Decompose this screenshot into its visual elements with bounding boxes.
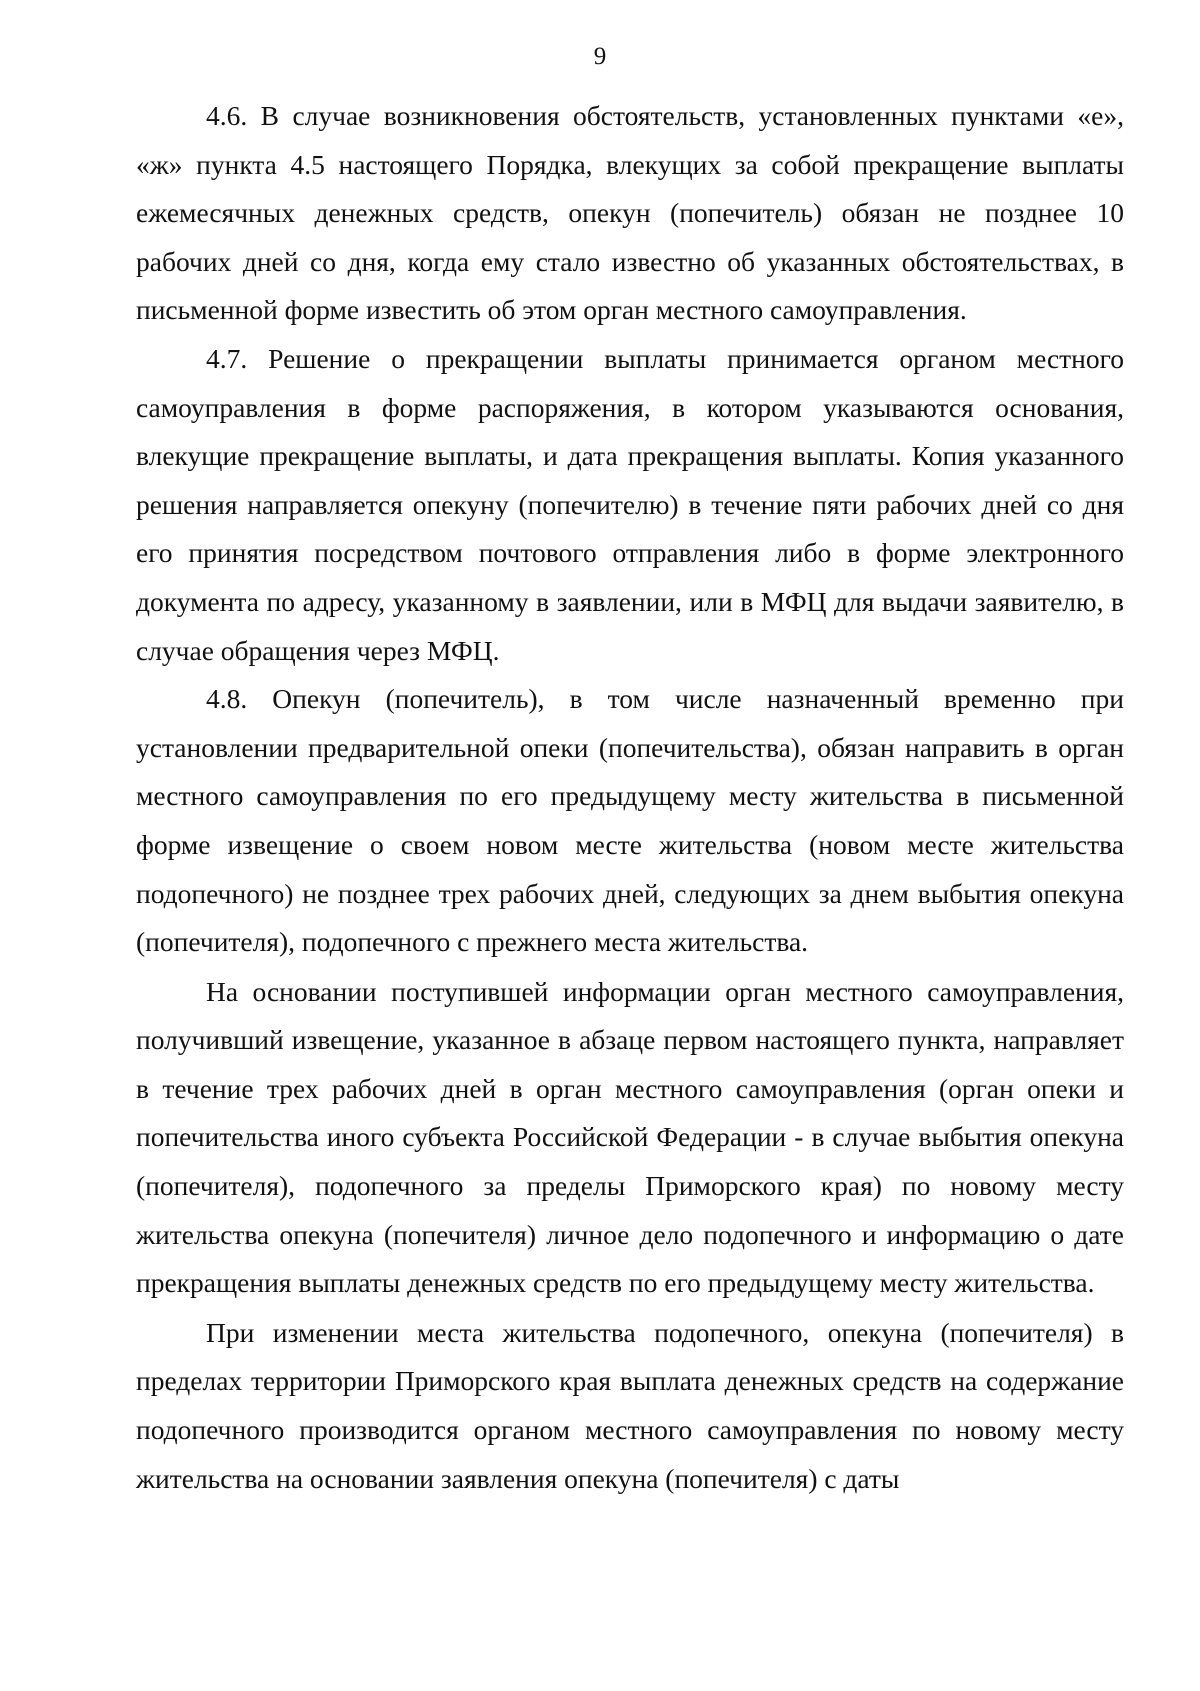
document-body: [136, 92, 1124, 1503]
paragraph-4-6: 4.6. В случае возникновения обстоятельств, установленных пунктами «е», «ж» пункта 4.5 настоящего Порядка, влекущих за собой прекращение выплаты ежемесячных денежных средств, опекун (попечитель) обязан не позднее 10 рабочих дней со дня, когда ему стало известно об указанных обстоятельствах, в письменной форме известить об этом орган местного самоуправления.: [136, 100, 1124, 326]
paragraph-4-8: 4.8. Опекун (попечитель), в том числе назначенный временно при установлении предварительной опеки (попечительства), обязан направить в орган местного самоуправления по его предыдущему месту жительства в письменной форме извещение о своем новом месте жительства (новом месте жительства подопечного) не позднее трех рабочих дней, следующих за днем выбытия опекуна (попечителя), подопечного с прежнего места жительства.: [136, 683, 1124, 958]
paragraph-4-8-second: На основании поступившей информации орган местного самоуправления, получивший извещение, указанное в абзаце первом настоящего пункта, направляет в течение трех рабочих дней в орган местного самоуправления (орган опеки и попечительства иного субъекта Российской Федерации - в случае выбытия опекуна (попечителя), подопечного за пределы Приморского края) по новому месту жительства опекуна (попечителя) личное дело подопечного и информацию о дате прекращения выплаты денежных средств по его предыдущему месту жительства.: [136, 975, 1124, 1299]
paragraph-4-8-third: При изменении места жительства подопечного, опекуна (попечителя) в пределах территории Приморского края выплата денежных средств на содержание подопечного производится органом местного самоуправления по новому месту жительства на основании заявления опекуна (попечителя) с даты: [136, 1316, 1124, 1494]
page-number: 9: [593, 43, 607, 70]
paragraph-4-7: 4.7. Решение о прекращении выплаты принимается органом местного самоуправления в форме распоряжения, в котором указываются основания, влекущие прекращение выплаты, и дата прекращения выплаты. Копия указанного решения направляется опекуну (попечителю) в течение пяти рабочих дней со дня его принятия посредством почтового отправления либо в форме электронного документа по адресу, указанному в заявлении, или в МФЦ для выдачи заявителю, в случае обращения через МФЦ.: [136, 342, 1124, 666]
